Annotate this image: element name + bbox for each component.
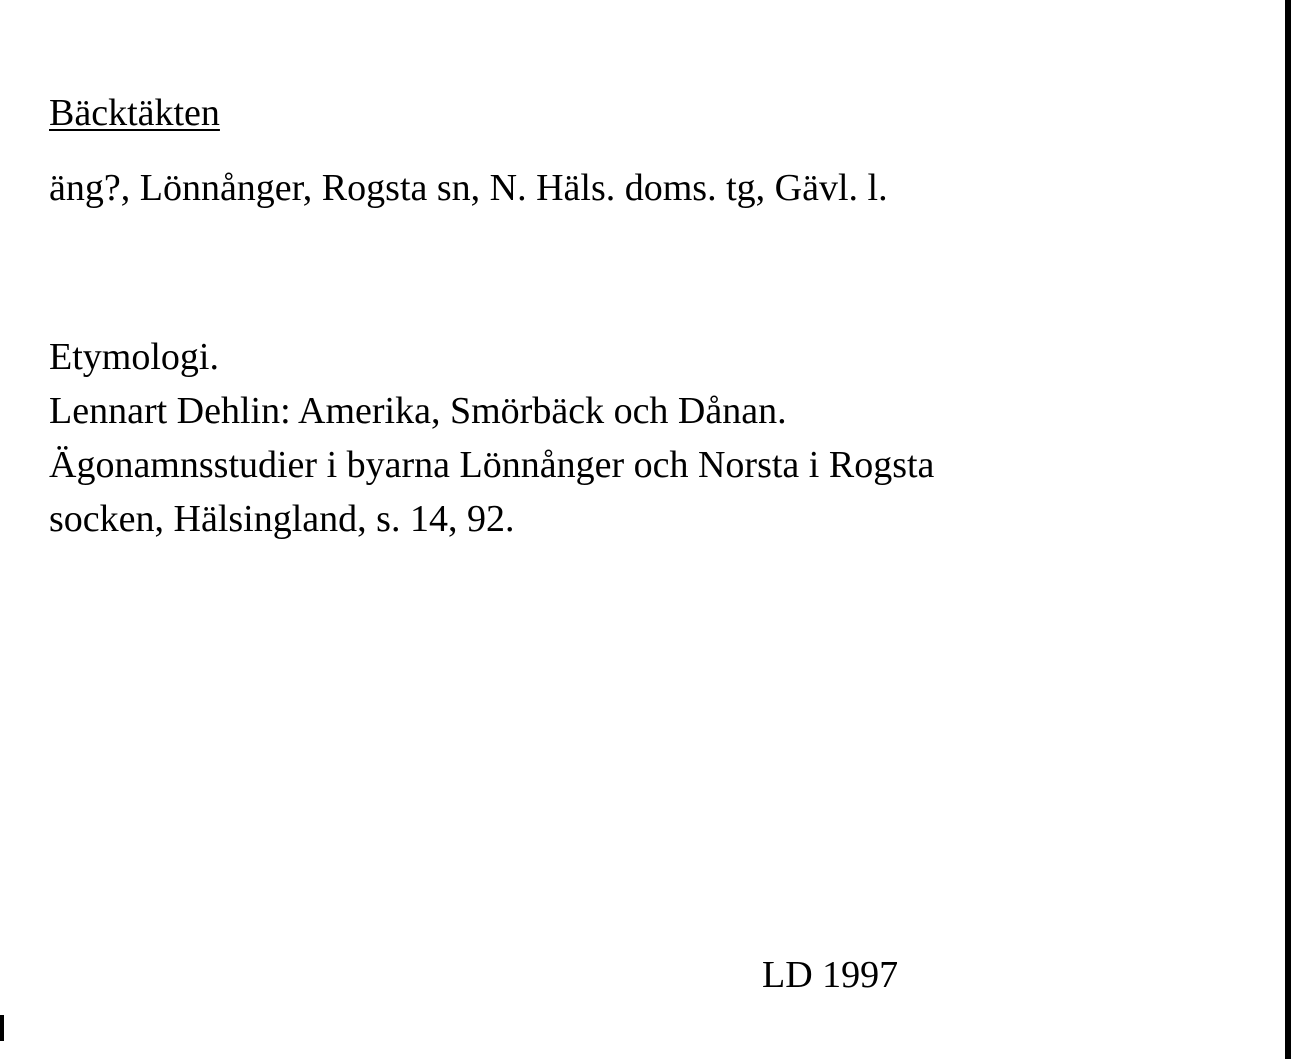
etymology-line: Ägonamnsstudier i byarna Lönnånger och Norsta i Rogsta <box>49 444 935 486</box>
etymology-line: socken, Hälsingland, s. 14, 92. <box>49 498 515 540</box>
location-description: äng?, Lönnånger, Rogsta sn, N. Häls. doms. tg, Gävl. l. <box>49 167 888 209</box>
etymology-label: Etymologi. <box>49 336 219 378</box>
signature: LD 1997 <box>762 954 899 996</box>
place-name-heading: Bäcktäkten <box>49 92 220 134</box>
etymology-line: Lennart Dehlin: Amerika, Smörbäck och Dånan. <box>49 390 787 432</box>
card-right-border <box>1285 0 1291 1059</box>
scan-edge-mark <box>0 1015 4 1041</box>
etymology-section <box>49 330 934 546</box>
